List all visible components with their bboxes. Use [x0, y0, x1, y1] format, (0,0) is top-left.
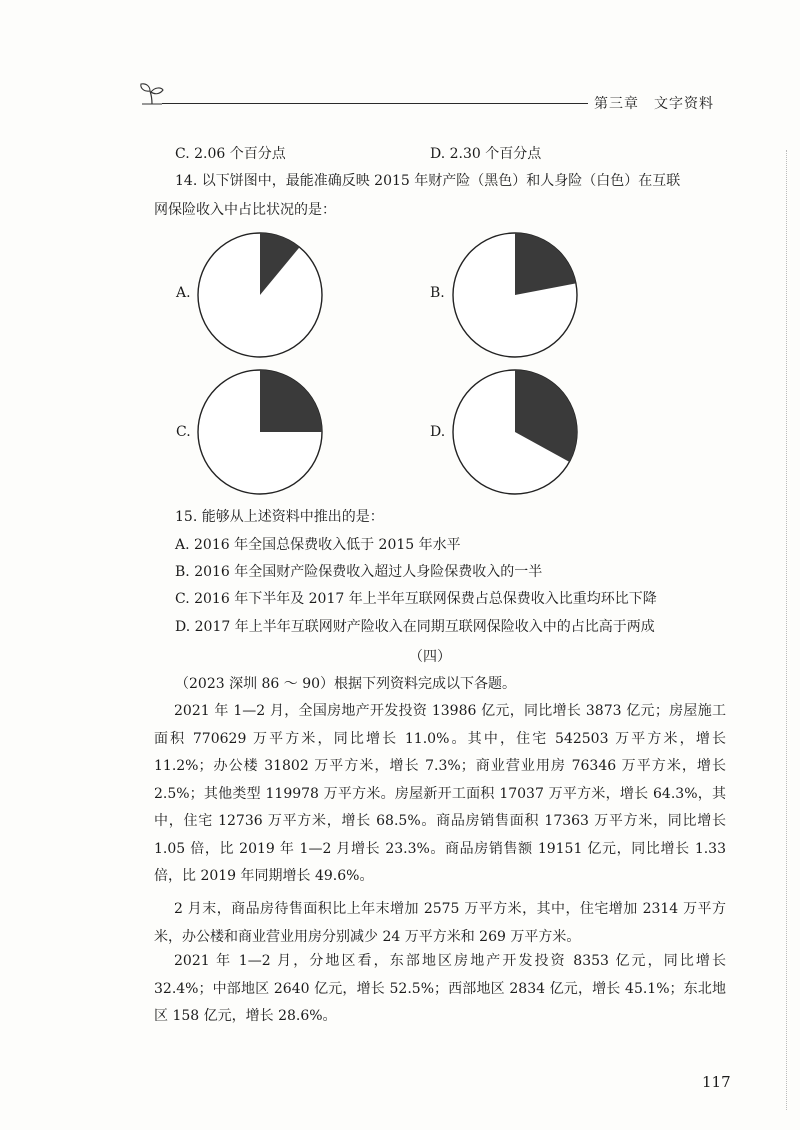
- q15-option-a: A. 2016 年全国总保费收入低于 2015 年水平: [175, 537, 461, 553]
- passage-paragraph-1: 2021 年 1—2 月，全国房地产开发投资 13986 亿元，同比增长 3873 亿元；房屋施工面积 770629 万平方米，同比增长 11.0%。其中，住宅 542503 万平方米，增长 11.2%；办公楼 31802 万平方米，增长 7.3%；商业营业用房 76346 万平方米，增长 2.5%；其他类型 119978 万平方米。房屋新开工面积 17037 万平方米，增长 64.3%，其中，住宅 12736 万平方米，增长 68.5%。商品房销售面积 17363 万平方米，同比增长 1.05 倍，比 2019 年 1—2 月增长 23.3%。商品房销售额 19151 亿元，同比增长 1.33 倍，比 2019 年同期增长 49.6%。: [154, 703, 726, 884]
- pie-chart-option-c: [195, 367, 325, 497]
- pie-option-a-label: A.: [176, 285, 191, 301]
- pie-chart-option-b: [450, 230, 580, 360]
- q13-option-d: D. 2.30 个百分点: [430, 146, 542, 162]
- pie-option-b-label: B.: [430, 285, 445, 301]
- header-rule: [162, 103, 588, 104]
- q15-option-c: C. 2016 年下半年及 2017 年上半年互联网保费占总保费收入比重均环比下降: [175, 591, 657, 607]
- passage-paragraph-2: 2 月末，商品房待售面积比上年末增加 2575 万平方米，其中，住宅增加 2314 万平方米，办公楼和商业营业用房分别减少 24 万平方米和 269 万平方米。: [154, 901, 726, 945]
- q15-option-d: D. 2017 年上半年互联网财产险收入在同期互联网保险收入中的占比高于两成: [175, 619, 655, 635]
- pie-chart-option-a: [195, 230, 325, 360]
- q15-stem: 15. 能够从上述资料中推出的是：: [175, 509, 384, 525]
- pie-chart-option-d: [450, 367, 580, 497]
- page-number: 117: [702, 1073, 731, 1091]
- q15-option-b: B. 2016 年全国财产险保费收入超过人身险保费收入的一半: [175, 564, 543, 580]
- q13-option-c: C. 2.06 个百分点: [175, 146, 286, 162]
- q14-stem-line1: 14. 以下饼图中，最能准确反映 2015 年财产险（黑色）和人身险（白色）在互联: [175, 173, 681, 189]
- q14-stem-line2: 网保险收入中占比状况的是：: [154, 202, 336, 218]
- pie-dark-slice: [260, 370, 322, 432]
- pie-option-c-label: C.: [176, 424, 191, 440]
- section-intro: （2023 深圳 86 ～ 90）根据下列资料完成以下各题。: [175, 676, 517, 692]
- chapter-title: 第三章 文字资料: [594, 96, 714, 112]
- pie-option-d-label: D.: [430, 424, 446, 440]
- scan-edge: [786, 150, 788, 1110]
- section-title: （四）: [409, 649, 451, 665]
- passage-paragraph-3: 2021 年 1—2 月，分地区看，东部地区房地产开发投资 8353 亿元，同比增长 32.4%；中部地区 2640 亿元，增长 52.5%；西部地区 2834 亿元，增长 45.1%；东北地区 158 亿元，增长 28.6%。: [154, 953, 726, 1024]
